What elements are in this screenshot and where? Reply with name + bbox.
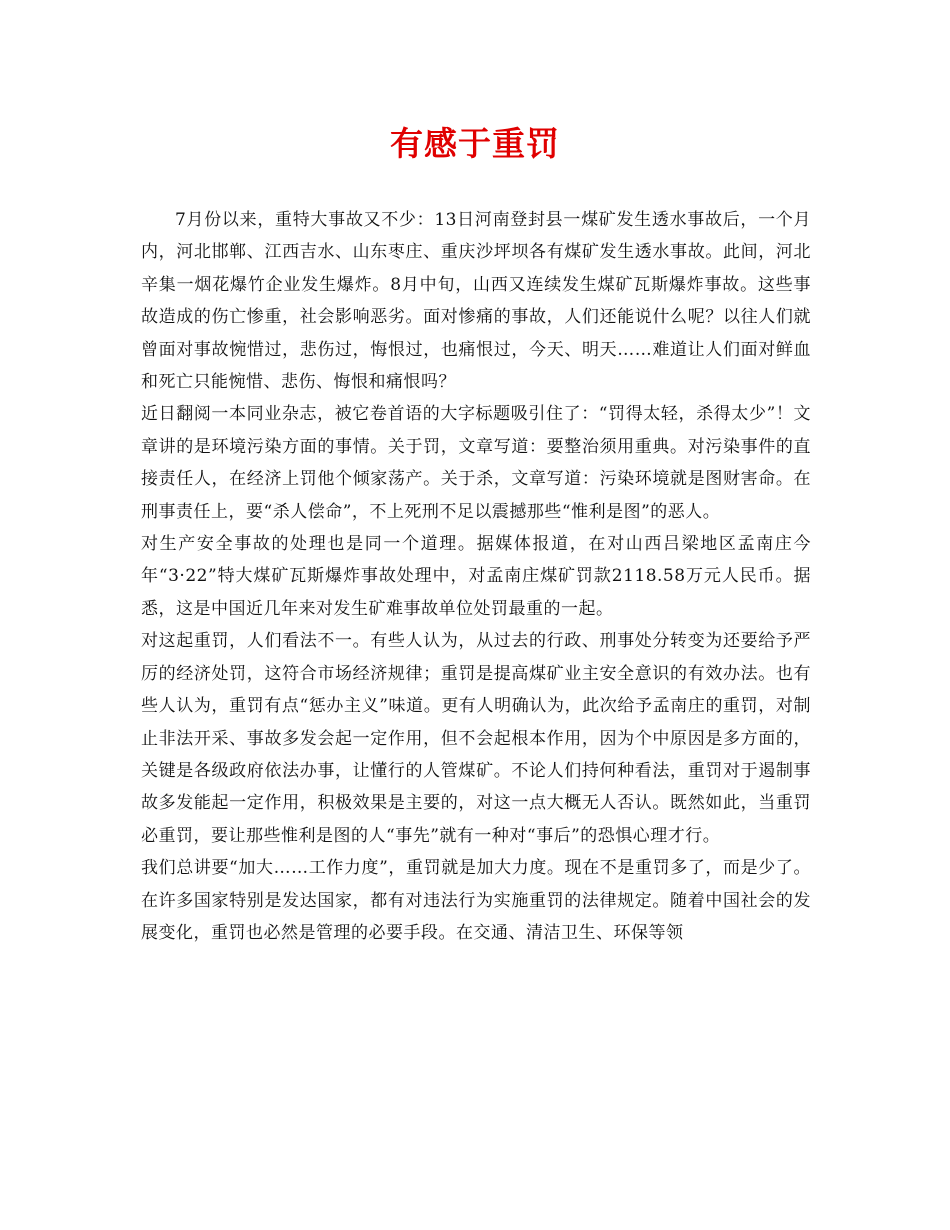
paragraph: 近日翻阅一本同业杂志，被它卷首语的大字标题吸引住了：“罚得太轻，杀得太少”！文章讲的是环境污染方面的事情。关于罚，文章写道：要整治须用重典。对污染事件的直接责任人，在经济上罚他个倾家荡产。关于杀，文章写道：污染环境就是图财害命。在刑事责任上，要“杀人偿命”，不上死刑不足以震撼那些“惟利是图”的恶人。	[141, 404, 811, 522]
paragraph: 对生产安全事故的处理也是同一个道理。据媒体报道，在对山西吕梁地区孟南庄今年“3·22”特大煤矿瓦斯爆炸事故处理中，对孟南庄煤矿罚款2118.58万元人民币。据悉，这是中国近几年来对发生矿难事故单位处罚最重的一起。	[141, 534, 811, 619]
paragraph: 对这起重罚，人们看法不一。有些人认为，从过去的行政、刑事处分转变为还要给予严厉的经济处罚，这符合市场经济规律；重罚是提高煤矿业主安全意识的有效办法。也有些人认为，重罚有点“惩办主义”味道。更有人明确认为，此次给予孟南庄的重罚，对制止非法开采、事故多发会起一定作用，但不会起根本作用，因为个中原因是多方面的，关键是各级政府依法办事，让懂行的人管煤矿。不论人们持何种看法，重罚对于遏制事故多发能起一定作用，积极效果是主要的，对这一点大概无人否认。既然如此，当重罚必重罚，要让那些惟利是图的人“事先”就有一种对“事后”的恐惧心理才行。	[141, 631, 811, 846]
paragraph: 7月份以来，重特大事故又不少：13日河南登封县一煤矿发生透水事故后，一个月内，河北邯郸、江西吉水、山东枣庄、重庆沙坪坝各有煤矿发生透水事故。此间，河北辛集一烟花爆竹企业发生爆炸。8月中旬，山西又连续发生煤矿瓦斯爆炸事故。这些事故造成的伤亡惨重，社会影响恶劣。面对惨痛的事故，人们还能说什么呢？以往人们就曾面对事故惋惜过，悲伤过，悔恨过，也痛恨过，今天、明天……难道让人们面对鲜血和死亡只能惋惜、悲伤、悔恨和痛恨吗？	[141, 210, 811, 393]
document-title: 有感于重罚	[390, 124, 560, 163]
document-body	[141, 204, 811, 949]
paragraph: 我们总讲要“加大……工作力度”，重罚就是加大力度。现在不是重罚多了，而是少了。在许多国家特别是发达国家，都有对违法行为实施重罚的法律规定。随着中国社会的发展变化，重罚也必然是管理的必要手段。在交通、清洁卫生、环保等领	[141, 858, 811, 943]
